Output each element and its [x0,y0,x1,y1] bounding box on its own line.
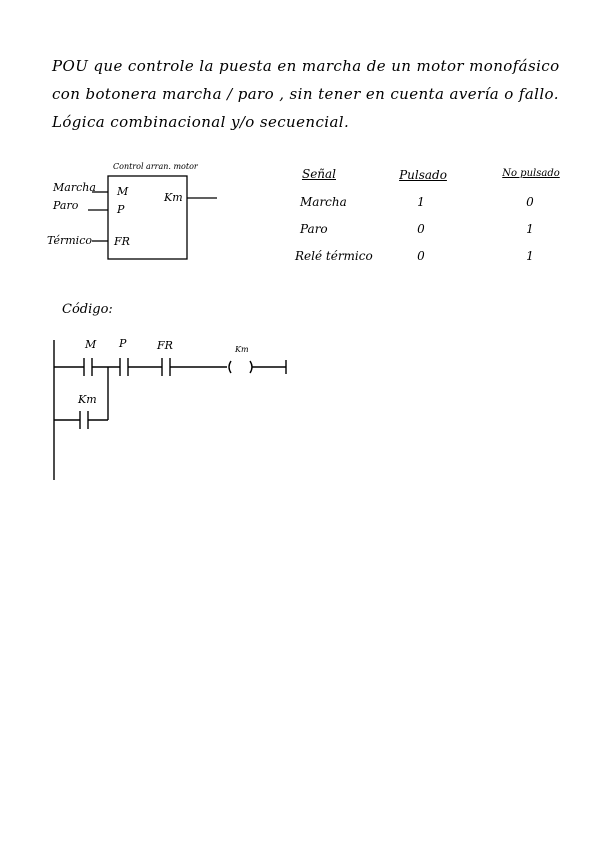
table-header-pressed: Pulsado [399,168,447,182]
input-label-paro: Paro [53,199,79,212]
input-label-termico: Térmico [47,234,92,247]
pin-p: P [117,203,125,216]
coil-km-right [250,361,252,373]
table-row-not-pressed: 0 [526,195,534,209]
pin-km: Km [164,191,183,204]
table-header-not-pressed: No pulsado [502,168,560,179]
table-row-signal: Relé térmico [295,249,373,263]
contact-label-km: Km [78,393,97,406]
statement-line-3: Lógica combinacional y/o secuencial. [52,113,350,131]
table-row-not-pressed: 1 [526,249,534,263]
code-title: Código: [62,302,113,317]
contact-label-m: M [85,338,97,351]
pin-m: M [117,185,129,198]
table-row-signal: Marcha [300,195,347,209]
coil-km-left [229,361,231,373]
block-title: Control arran. motor [113,162,198,171]
statement-line-2: con botonera marcha / paro , sin tener en cuenta avería o fallo. [52,85,559,103]
table-row-not-pressed: 1 [526,222,534,236]
pin-fr: FR [114,235,130,248]
table-row-pressed: 0 [417,249,425,263]
coil-label-km: Km [235,345,249,354]
statement-line-1: POU que controle la puesta en marcha de un motor monofásico [52,57,560,75]
table-row-signal: Paro [300,222,328,236]
table-header-signal: Señal [301,167,337,181]
contact-label-p: P [119,337,127,350]
input-label-marcha: Marcha [53,181,96,194]
table-row-pressed: 1 [417,195,425,209]
table-row-pressed: 0 [417,222,425,236]
contact-label-fr: FR [157,339,173,352]
